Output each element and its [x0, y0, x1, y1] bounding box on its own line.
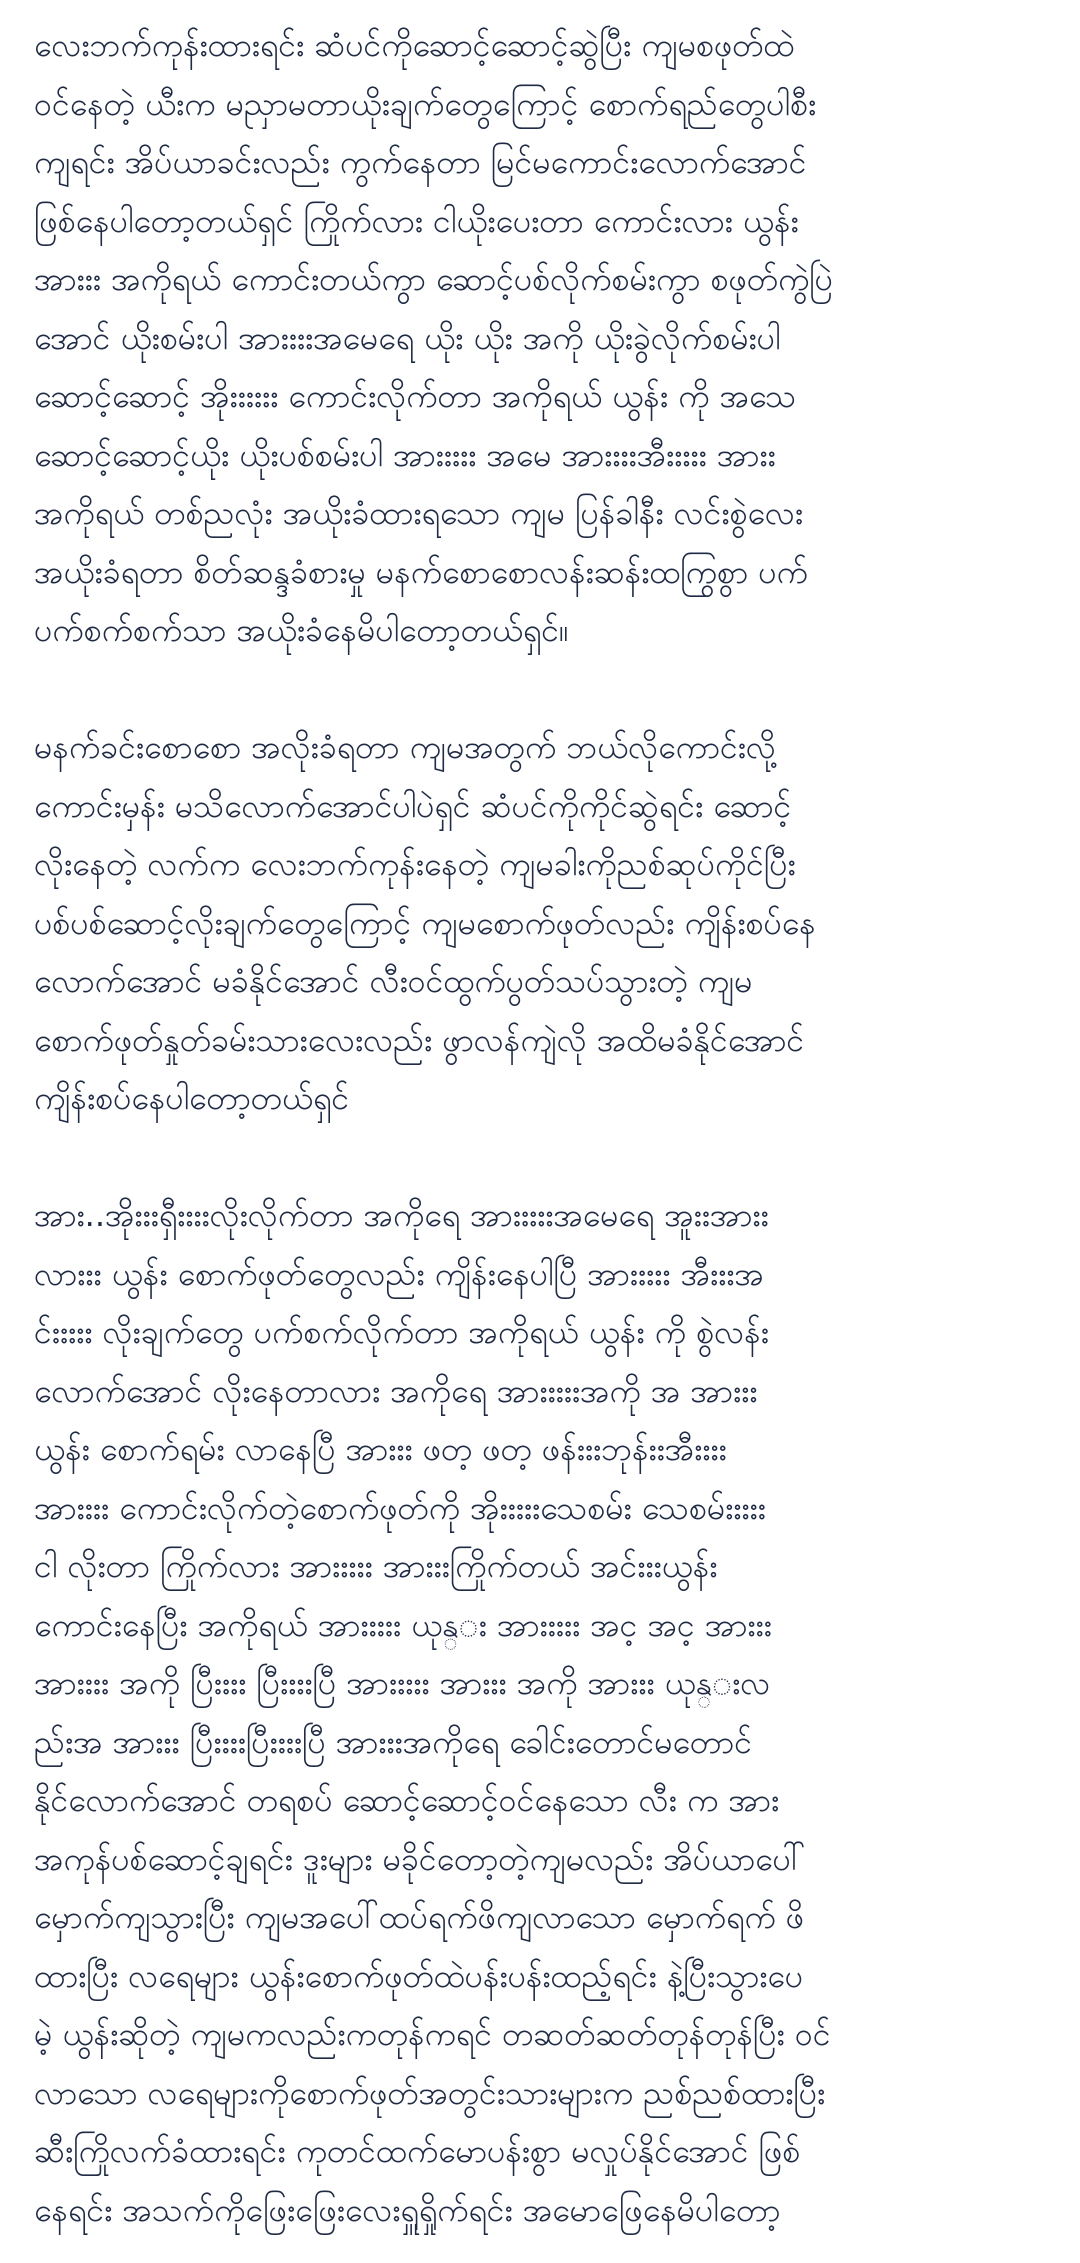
text-line: မှောက်ကျသွားပြီး ကျမအပေါ်ထပ်ရက်ဖိကျလာသော မှောက်ရက် ဖိ — [34, 1898, 805, 1936]
paragraph-spacer — [34, 1128, 1040, 1187]
text-line: လောက်အောင် လိုးနေတာလား အကိုရေ အားးးးးအကို အ အားးး — [34, 1371, 758, 1410]
text-line: ပက်စက်စက်သာ အယိုးခံနေမိပါတော့တယ်ရှင်။ — [34, 611, 569, 649]
text-line: နေရင်း အသက်ကိုဖြေးဖြေးလေးရှူရှိုက်ရင်း အမောဖြေနေမိပါတော့ — [34, 2190, 781, 2229]
text-line: ပစ်ပစ်ဆောင့်လိုးချက်တွေကြောင့် ကျမစောက်ဖုတ်လည်း ကျိန်းစပ်နေ — [34, 903, 816, 942]
text-line: အကုန်ပစ်ဆောင့်ချရင်း ဒူးများ မခိုင်တော့တဲ့ကျမလည်း အိပ်ယာပေါ် — [34, 1839, 806, 1878]
text-line: အားးးး အကို ပြီးးးး ပြီးးးးပြီ အားးးးး အားးး အကို အားးး ယုန္းလ — [34, 1664, 771, 1702]
text-line: ကောင်းမှန်း မသိလောက်အောင်ပါပဲရှင် ဆံပင်ကိုကိုင်ဆွဲရင်း ဆောင့် — [34, 786, 792, 825]
text-line: ဖြစ်နေပါတော့တယ်ရှင် ကြိုက်လား ငါယိုးပေးတာ ကောင်းလား ယွန်း — [34, 201, 799, 240]
text-line: လာသော လရေများကိုစောက်ဖုတ်အတွင်းသားများက ညစ်ညစ်ထားပြီး — [34, 2073, 826, 2112]
text-line: င်းးးးး လိုးချက်တွေ ပက်စက်လိုက်တာ အကိုရယ် ယွန်း ကို စွဲလန်း — [34, 1313, 769, 1351]
text-line: ဆောင့်ဆောင့် အိုးးးးးး ကောင်းလိုက်တာ အကိုရယ် ယွန်း ကို အသေ — [34, 377, 797, 415]
text-line: ဝင်နေတဲ့ ယီးက မညှာမတာယိုးချက်တွေကြောင့် စောက်ရည်တွေပါစီး — [34, 84, 817, 123]
text-line: နိုင်လောက်အောင် တရစပ် ဆောင့်ဆောင့်ဝင်နေသော လီး က အား — [34, 1781, 780, 1819]
text-line: ည်းအ အားးး ပြီးးးးပြီးးးးပြီ အားးးအကိုရေ ခေါင်းတောင်မတောင် — [34, 1722, 752, 1761]
text-line: လိုးနေတဲ့ လက်က လေးဘက်ကုန်းနေတဲ့ ကျမခါးကိုညစ်ဆုပ်ကိုင်ပြီး — [34, 845, 796, 883]
text-line: မဲ့ ယွန်းဆိုတဲ့ ကျမကလည်းကတုန်ကရင် တဆတ်ဆတ်တုန်တုန်ပြီး ဝင် — [34, 2015, 831, 2053]
text-line: အောင် ယိုးစမ်းပါ အားးးးအမေရေ ယိုး ယိုး အကို ယိုးခွဲလိုက်စမ်းပါ — [34, 318, 781, 357]
text-line: လားးး ယွန်း စောက်ဖုတ်တွေလည်း ကျိန်းနေပါပြီ အားးးးး အီးးးအ — [34, 1254, 764, 1293]
text-line: ဆောင့်ဆောင့်ယိုး ယိုးပစ်စမ်းပါ အားးးးး အမေ အားးးးအီးးးးး အားး — [34, 435, 776, 474]
text-line: ငါ လိုးတာ ကြိုက်လား အားးးးး အားးးကြိုက်တယ် အင်းးးယွန်း — [34, 1547, 718, 1585]
text-line: လောက်အောင် မခံနိုင်အောင် လီးဝင်ထွက်ပွတ်သပ်သွားတဲ့ ကျမ — [34, 962, 753, 1000]
text-line: ကျရင်း အိပ်ယာခင်းလည်း ကွက်နေတာ မြင်မကောင်းလောက်အောင် — [34, 143, 807, 181]
paragraph-spacer — [34, 660, 1040, 719]
text-line: အားးးး ကောင်းလိုက်တဲ့စောက်ဖုတ်ကို အိုးးးးးသေစမ်း သေစမ်းးးးး — [34, 1488, 766, 1527]
text-line: လေးဘက်ကုန်းထားရင်း ဆံပင်ကိုဆောင့်ဆောင့်ဆွဲပြီး ကျမစဖုတ်ထဲ — [34, 26, 795, 64]
text-line: အကိုရယ် တစ်ညလုံး အယိုးခံထားရသော ကျမ ပြန်ခါနီး လင်းစွဲလေး — [34, 494, 804, 532]
text-line: ကောင်းနေပြီး အကိုရယ် အားးးးး ယုန္း အားးးးး အင့ အင့ အားးး — [34, 1605, 772, 1644]
text-line: ကျိန်းစပ်နေပါတော့တယ်ရှင် — [34, 1079, 350, 1117]
text-line: မနက်ခင်းစောစော အလိုးခံရတာ ကျမအတွက် ဘယ်လိုကောင်းလို့ — [34, 728, 776, 766]
text-line: စောက်ဖုတ်နှုတ်ခမ်းသားလေးလည်း ဖွာလန်ကျဲလို အထိမခံနိုင်အောင် — [34, 1020, 805, 1059]
paragraph-3 — [34, 1186, 1040, 2239]
paragraph-2 — [34, 718, 1040, 1128]
text-line: အားးး အကိုရယ် ကောင်းတယ်ကွာ ဆောင့်ပစ်လိုက်စမ်းကွာ စဖုတ်ကွဲပြဲ — [34, 260, 833, 298]
text-line: ယွန်း စောက်ရမ်း လာနေပြီ အားးး ဖတ့ ဖတ့ ဖန်းးးဘုန်းးအီးးးး — [34, 1430, 727, 1468]
text-line: ဆီးကြိုလက်ခံထားရင်း ကုတင်ထက်မောပန်းစွာ မလှုပ်နိုင်အောင် ဖြစ် — [34, 2132, 801, 2170]
text-line: အား..အိုးးးရှီးးးးလိုးလိုက်တာ အကိုရေ အားးးးးအမေရေ အူးးအားး — [34, 1196, 769, 1234]
text-line: အယိုးခံရတာ စိတ်ဆန္ဒခံစားမှု မနက်စောစောလန်းဆန်းထကြွစွာ ပက် — [34, 552, 808, 591]
paragraph-1 — [34, 16, 1040, 660]
text-line: ထားပြီး လရေများ ယွန်းစောက်ဖုတ်ထဲပန်းပန်းထည့်ရင်း နဲ့ပြီးသွားပေ — [34, 1956, 803, 1995]
